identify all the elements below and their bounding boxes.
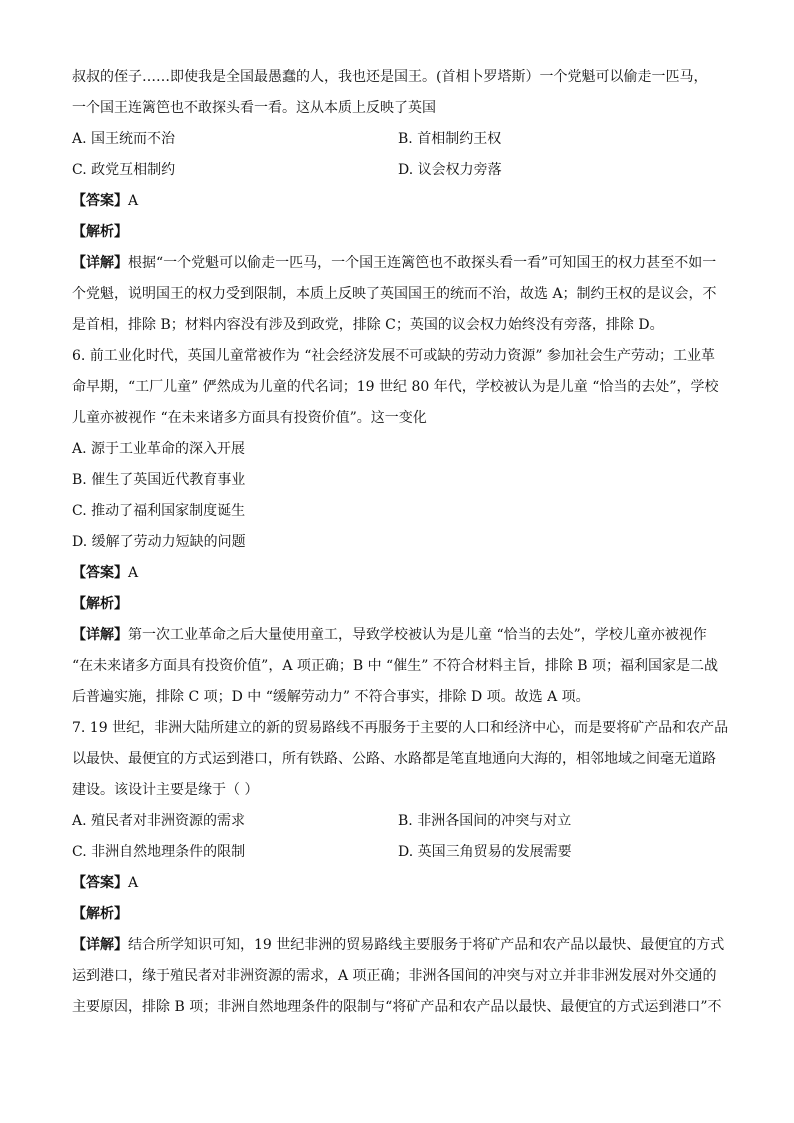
detail-line	[72, 930, 725, 961]
question-6-answer	[72, 558, 722, 589]
question-5	[72, 62, 722, 341]
question-5-stem-line: 一个国王连篱笆也不敢探头看一看。这从本质上反映了英国	[72, 100, 436, 116]
document-content	[72, 62, 729, 1023]
question-5-option-c: C. 政党互相制约	[72, 162, 176, 178]
detail-line: 主要原因，排除 B 项；非洲自然地理条件的限制与“将矿产品和农产品以最快、最便宜的方式运到港口”不	[72, 999, 722, 1015]
question-5-options-row-1	[72, 124, 722, 155]
detail-line: “在未来诸多方面具有投资价值”，A 项正确；B 中 “催生” 不符合材料主旨，排除 B 项；福利国家是二战	[72, 658, 719, 674]
question-7-option-a: A. 殖民者对非洲资源的需求	[72, 813, 246, 829]
question-5-stem	[72, 62, 722, 124]
question-5-option-a: A. 国王统而不治	[72, 131, 176, 147]
question-7-detail	[72, 930, 725, 1023]
question-6-detail	[72, 620, 722, 713]
question-6-option-b: B. 催生了英国近代教育事业	[72, 472, 246, 488]
question-6-option-c: C. 推动了福利国家制度诞生	[72, 503, 246, 519]
question-5-answer	[72, 186, 722, 217]
question-5-stem-line: 叔叔的侄子……即使我是全国最愚蠢的人，我也还是国王。(首相卜罗塔斯）一个党魁可以偷走一匹马，	[72, 69, 708, 85]
detail-text: 结合所学知识可知，19 世纪非洲的贸易路线主要服务于将矿产品和农产品以最快、最便宜的方式	[128, 937, 725, 953]
question-5-options-row-2	[72, 155, 722, 186]
question-7-analysis	[72, 899, 722, 930]
detail-tag: 【详解】	[72, 627, 128, 643]
question-7-stem-line: 建设。该设计主要是缘于（ ）	[72, 782, 259, 798]
question-6-stem	[72, 341, 722, 434]
answer-tag: 【答案】	[72, 875, 128, 891]
question-6-option-d: D. 缓解了劳动力短缺的问题	[72, 534, 246, 550]
question-7-option-d: D. 英国三角贸易的发展需要	[398, 844, 572, 860]
question-5-detail	[72, 248, 722, 341]
question-5-option-b: B. 首相制约王权	[398, 131, 502, 147]
detail-text: 第一次工业革命之后大量使用童工，导致学校被认为是儿童 “恰当的去处”，学校儿童亦被视作	[128, 627, 707, 643]
question-7-stem-line: 以最快、最便宜的方式运到港口，所有铁路、公路、水路都是笔直地通向大海的，相邻地域之间毫无道路	[72, 751, 716, 767]
answer-value: A	[128, 875, 139, 891]
detail-tag: 【详解】	[72, 255, 128, 271]
question-6-analysis	[72, 589, 722, 620]
question-7-answer	[72, 868, 722, 899]
detail-line: 个党魁，说明国王的权力受到限制，本质上反映了英国国王的统而不治，故选 A；制约王权的是议会，不	[72, 286, 717, 302]
question-7-options-row-2	[72, 837, 722, 868]
question-5-analysis	[72, 217, 722, 248]
question-7-options-row-1	[72, 806, 722, 837]
answer-tag: 【答案】	[72, 193, 128, 209]
detail-tag: 【详解】	[72, 937, 128, 953]
question-6-stem-line: 命早期，“工厂儿童” 俨然成为儿童的代名词；19 世纪 80 年代，学校被认为是儿童 “恰当的去处”，学校	[72, 379, 719, 395]
question-7	[72, 713, 729, 1023]
question-6-stem-line: 6. 前工业化时代，英国儿童常被作为 “社会经济发展不可或缺的劳动力资源” 参加社会生产劳动；工业革	[72, 348, 716, 364]
question-6-option-a: A. 源于工业革命的深入开展	[72, 441, 246, 457]
analysis-tag: 【解析】	[72, 906, 128, 922]
answer-tag: 【答案】	[72, 565, 128, 581]
detail-text: 根据“一个党魁可以偷走一匹马，一个国王连篱笆也不敢探头看一看”可知国王的权力甚至不如一	[128, 255, 717, 271]
answer-value: A	[128, 565, 139, 581]
question-7-option-c: C. 非洲自然地理条件的限制	[72, 844, 246, 860]
detail-line: 运到港口，缘于殖民者对非洲资源的需求，A 项正确；非洲各国间的冲突与对立并非非洲发展对外交通的	[72, 968, 717, 984]
question-7-stem-line: 7. 19 世纪，非洲大陆所建立的新的贸易路线不再服务于主要的人口和经济中心，而是要将矿产品和农产品	[72, 720, 729, 736]
question-7-stem	[72, 713, 729, 806]
detail-line	[72, 248, 722, 279]
question-5-option-d: D. 议会权力旁落	[398, 162, 502, 178]
analysis-tag: 【解析】	[72, 224, 128, 240]
question-6-stem-line: 儿童亦被视作 “在未来诸多方面具有投资价值”。这一变化	[72, 410, 427, 426]
analysis-tag: 【解析】	[72, 596, 128, 612]
detail-line: 是首相，排除 B；材料内容没有涉及到政党，排除 C；英国的议会权力始终没有旁落，排除 D。	[72, 317, 664, 333]
detail-line	[72, 620, 722, 651]
answer-value: A	[128, 193, 139, 209]
question-6	[72, 341, 722, 713]
question-7-option-b: B. 非洲各国间的冲突与对立	[398, 813, 572, 829]
detail-line: 后普遍实施，排除 C 项；D 中 “缓解劳动力” 不符合事实，排除 D 项。故选 A 项。	[72, 689, 590, 705]
